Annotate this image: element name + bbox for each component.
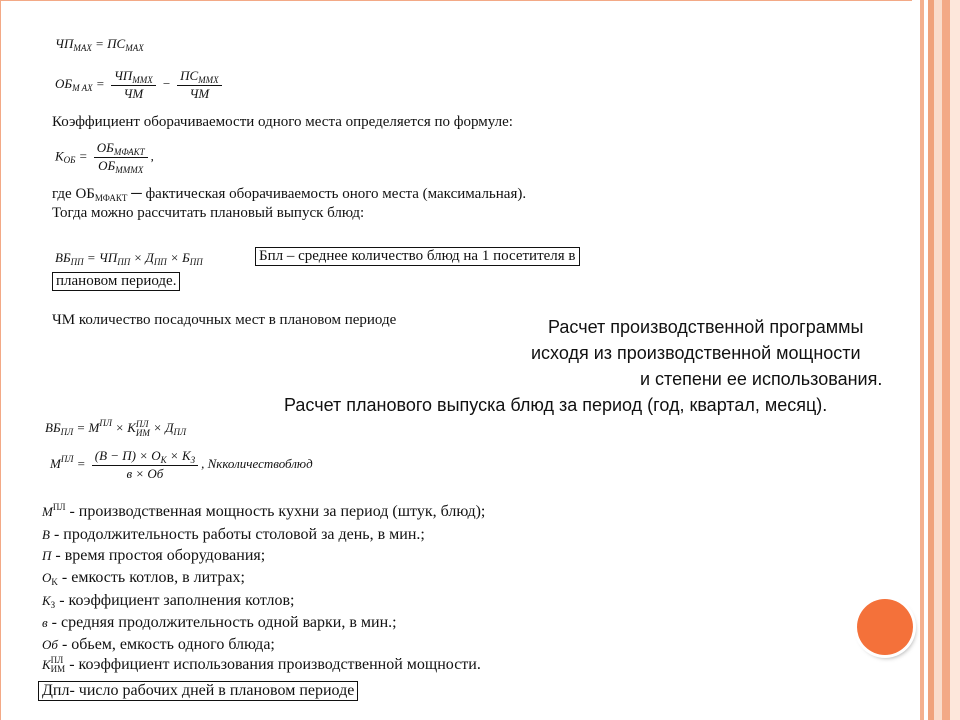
note-ob-mfakt: где $ОБ_{МФАКТ}$ ─ фактическая оборачиваемость оного места (максимальная). xyxy=(52,186,527,203)
legend-item: $M^{ПЛ}$ - производственная мощность кухни за период (штук, блюд); xyxy=(42,502,486,520)
formula-ob-max: $ОБ_{M AX}$ = $\frac{ЧП_{MMX}}{ЧМ}$ − $\frac{ПС_{MMX}}{ЧМ}$ xyxy=(55,68,225,102)
legend-item: KЗ - коэффициент заполнения котлов; xyxy=(42,592,295,610)
legend-item: OK - емкость котлов, в литрах; xyxy=(42,569,245,587)
formula-chp-max: $ЧП_{MAX} = ПС_{MAX}$ xyxy=(55,36,144,53)
dpl-definition-box: Дпл- число рабочих дней в плановом периоде xyxy=(38,681,358,701)
chm-definition: ЧМ количество посадочных мест в плановом периоде xyxy=(52,312,397,328)
formula-m-pl: $M^{ПЛ}$ = $\frac{(В - П) \times O_K \times K_З}{в \times Об}$ , Nкколичествоблюд xyxy=(50,448,313,481)
legend-item: П - время простоя оборудования; xyxy=(42,547,266,564)
formula-k-ob: $K_{ОБ}$ = $\frac{ОБ_{MФАКТ}}{ОБ_{MMMX}}$ , xyxy=(55,140,154,175)
callout-line-1: Расчет производственной программы xyxy=(548,317,864,337)
legend-item: В - продолжительность работы столовой за день, в мин.; xyxy=(42,526,425,543)
callout-line-3: и степени ее использования. xyxy=(640,369,883,389)
legend-item: K ПЛ ИМ - коэффициент использования производственной мощности. xyxy=(42,655,481,675)
callout-line-4: Расчет планового выпуска блюд за период (год, квартал, месяц). xyxy=(284,395,828,415)
left-border xyxy=(0,0,1,720)
legend-item: Об - обьем, емкость одного блюда; xyxy=(42,636,275,653)
right-decorative-stripes xyxy=(912,0,960,720)
orange-circle-decoration xyxy=(857,599,913,655)
callout-line-2: исходя из производственной мощности xyxy=(531,343,861,363)
legend-item: в - средняя продолжительность одной варки, в мин.; xyxy=(42,614,397,631)
bpl-definition-box-line2: плановом периоде. xyxy=(52,272,180,291)
formula-vb-pl: $ВБ_{ПЛ} = M^{ПЛ} \times K$ ПЛ ИМ × $Д_{ПЛ}$ xyxy=(45,418,187,439)
formula-vb-pp: $ВБ_{ПП} = ЧП_{ПП} \times Д_{ПП} \times Б_{ПП}$ xyxy=(55,250,203,267)
bpl-definition-box-line1: Бпл – среднее количество блюд на 1 посетителя в xyxy=(255,247,580,266)
note-planned-output: Тогда можно рассчитать плановый выпуск блюд: xyxy=(52,205,365,221)
turnover-intro: Коэффициент оборачиваемости одного места определяется по формуле: xyxy=(52,114,513,130)
top-border xyxy=(0,0,912,1)
